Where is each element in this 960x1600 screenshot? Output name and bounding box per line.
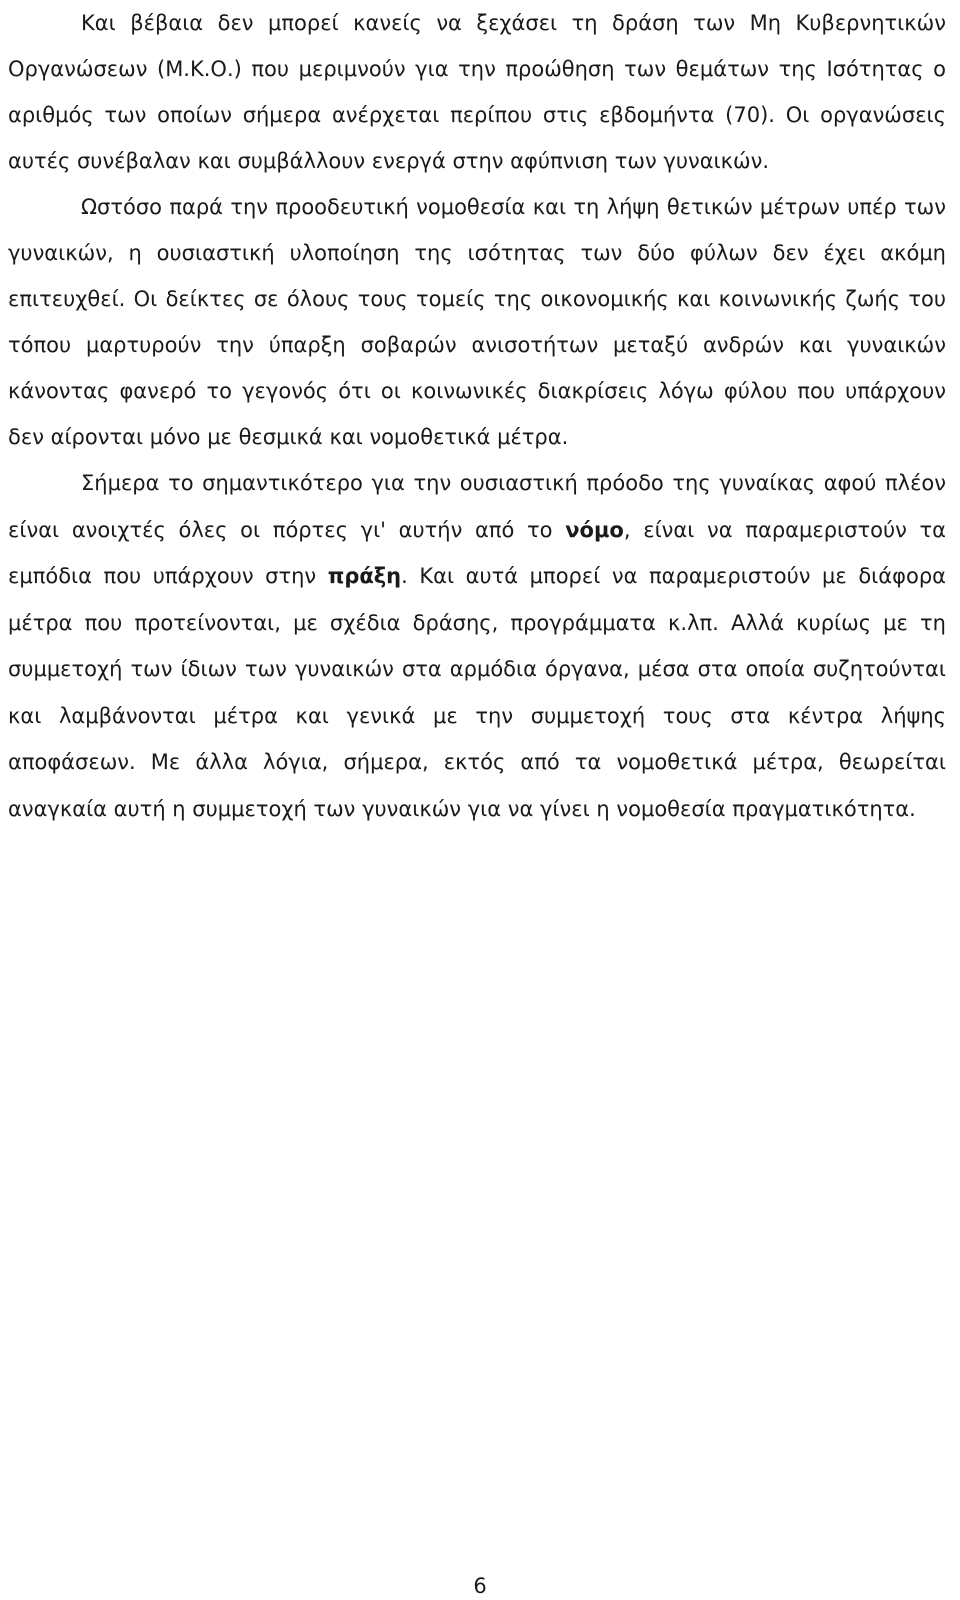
page-number: 6 — [473, 1574, 487, 1598]
bold-term-nomo: νόμο — [565, 517, 624, 542]
paragraph-3-text-b: , είναι να παραμεριστούν τα εμπόδια που υπάρχουν στην — [8, 517, 947, 588]
paragraph-3 — [8, 460, 946, 832]
document-body — [8, 0, 946, 832]
paragraph-2 — [8, 184, 946, 460]
paragraph-3-text-a: Σήμερα το σημαντικότερο για την ουσιαστική πρόοδο της γυναίκας αφού πλέον είναι ανοιχτές όλες οι πόρτες γι' αυτήν από το — [8, 471, 946, 542]
paragraph-2-text: Ωστόσο παρά την προοδευτική νομοθεσία και τη λήψη θετικών μέτρων υπέρ των γυναικών, η ουσιαστική υλοποίηση της ισότητας των δύο φύλων δεν έχει ακόμη επιτευχθεί. Οι δείκτες σε όλους τους τομείς της οικονομικής και κοινωνικής ζωής του τόπου μαρτυρούν την ύπαρξη σοβαρών ανισοτήτων μεταξύ ανδρών και γυναικών κάνοντας φανερό το γεγονός ότι οι κοινωνικές διακρίσεις λόγω φύλου που υπάρχουν δεν αίρονται μόνο με θεσμικά και νομοθετικά μέτρα. — [8, 195, 946, 449]
bold-term-praxi: πράξη — [327, 564, 402, 588]
paragraph-1 — [8, 0, 946, 184]
paragraph-1-text: Και βέβαια δεν μπορεί κανείς να ξεχάσει τη δράση των Μη Κυβερνητικών Οργανώσεων (Μ.Κ.Ο.) που μεριμνούν για την προώθηση των θεμάτων της Ισότητας ο αριθμός των οποίων σήμερα ανέρχεται περίπου στις εβδομήντα (70). Οι οργανώσεις αυτές συνέβαλαν και συμβάλλουν ενεργά στην αφύπνιση των γυναικών. — [8, 11, 946, 173]
paragraph-3-text-c: . Και αυτά μπορεί να παραμεριστούν με διάφορα μέτρα που προτείνονται, με σχέδια δράσης, προγράμματα κ.λπ. Αλλά κυρίως με τη συμμετοχή των ίδιων των γυναικών στα αρμόδια όργανα, μέσα στα οποία συζητούνται και λαμβάνονται μέτρα και γενικά με την συμμετοχή τους στα κέντρα λήψης αποφάσεων. Με άλλα λόγια, σήμερα, εκτός από τα νομοθετικά μέτρα, θεωρείται αναγκαία αυτή η συμμετοχή των γυναικών για να γίνει η νομοθεσία πραγματικότητα. — [8, 564, 947, 821]
